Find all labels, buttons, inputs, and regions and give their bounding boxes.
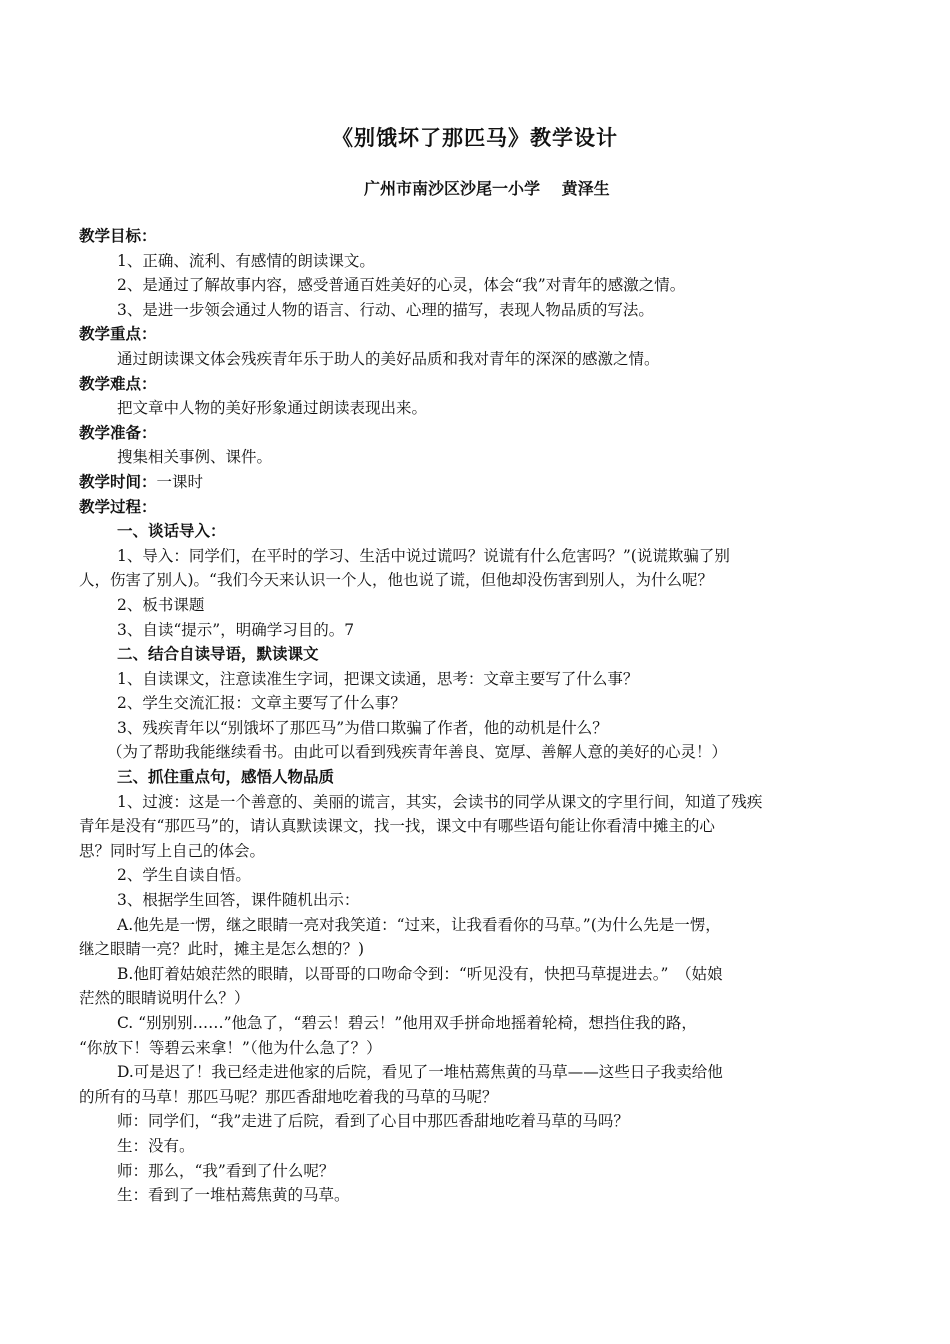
text-line (79, 298, 869, 323)
text-line (79, 1036, 869, 1061)
line-text: 3、是进一步领会通过人物的语言、行动、心理的描写，表现人物品质的写法。 (117, 300, 654, 319)
document-body (79, 224, 869, 1208)
text-line (79, 1159, 869, 1184)
line-text: 1、过渡：这是一个善意的、美丽的谎言，其实，会读书的同学从课文的字里行间，知道了残疾 (117, 792, 763, 811)
line-text: 青年是没有“那匹马”的，请认真默读课文，找一找，课文中有哪些语句能让你看清中摊主的心 (79, 817, 715, 836)
line-text: 继之眼睛一亮？此时，摊主是怎么想的？) (79, 940, 365, 959)
text-line (79, 1183, 869, 1208)
text-line (79, 839, 869, 864)
text-line (79, 1085, 869, 1110)
text-line (79, 568, 869, 593)
line-text: 1、导入：同学们，在平时的学习、生活中说过谎吗？说谎有什么危害吗？”(说谎欺骗了别 (117, 546, 730, 565)
text-line (79, 224, 869, 249)
text-line (79, 544, 869, 569)
text-line (79, 249, 869, 274)
text-line (79, 716, 869, 741)
text-line (79, 273, 869, 298)
text-line (79, 347, 869, 372)
line-text: 教学重点： (79, 324, 157, 344)
line-text: A.他先是一愣，继之眼睛一亮对我笑道：“过来，让我看看你的马草。”(为什么先是一愣， (117, 915, 721, 934)
line-text: 1、正确、流利、有感情的朗读课文。 (117, 251, 375, 270)
line-text: 3、自读“提示”，明确学习目的。7 (117, 620, 355, 639)
text-line (79, 986, 869, 1011)
text-line (79, 1060, 869, 1085)
text-line (79, 962, 869, 987)
line-value: 一课时 (156, 472, 204, 491)
line-text: 1、自读课文，注意读准生字词，把课文读通，思考：文章主要写了什么事？ (117, 669, 639, 688)
text-line (79, 593, 869, 618)
line-text: 教学时间： (79, 471, 157, 491)
line-text: 教学目标： (79, 226, 157, 245)
text-line (79, 642, 869, 667)
line-text: 搜集相关事例、课件。 (117, 448, 273, 467)
text-line (79, 618, 869, 643)
line-text: 一、谈话导入： (117, 521, 226, 541)
line-text: 教学过程： (79, 496, 157, 516)
text-line (79, 519, 869, 544)
text-line (79, 1134, 869, 1159)
line-text: 3、根据学生回答，课件随机出示： (117, 891, 360, 910)
text-line (79, 667, 869, 692)
text-line (79, 937, 869, 962)
text-line (79, 445, 869, 470)
line-text: 茫然的眼睛说明什么？） (79, 989, 250, 1008)
line-text: C. “别别别……”他急了，“碧云！碧云！”他用双手拼命地摇着轮椅，想挡住我的路， (117, 1014, 697, 1032)
line-text: 2、板书课题 (117, 595, 205, 614)
text-line (79, 372, 869, 397)
text-line (79, 691, 869, 716)
document-title: 《别饿坏了那匹马》教学设计 (332, 125, 618, 150)
line-text: 师：同学们，“我”走进了后院，看到了心目中那匹香甜地吃着马草的马吗？ (117, 1112, 629, 1131)
line-text: 教学难点： (79, 373, 157, 393)
text-line (79, 322, 869, 347)
line-text: 三、抓住重点句，感悟人物品质 (117, 767, 335, 787)
line-text: “你放下！等碧云来拿！”（他为什么急了？） (79, 1038, 382, 1057)
text-line (79, 814, 869, 839)
text-line (79, 888, 869, 913)
text-line (79, 470, 869, 495)
line-text: 思？同时写上自己的体会。 (79, 841, 266, 860)
line-text: 2、学生自读自悟。 (117, 866, 251, 885)
line-text: D.可是迟了！我已经走进他家的后院，看见了一堆枯蔫焦黄的马草——这些日子我卖给他 (117, 1063, 723, 1082)
line-text: 人，伤害了别人)。“我们今天来认识一个人，他也说了谎，但他却没伤害到别人，为什么呢？ (79, 571, 713, 590)
text-line (79, 495, 869, 520)
text-line (79, 421, 869, 446)
line-text: 二、结合自读导语，默读课文 (117, 644, 319, 664)
line-text: 3、残疾青年以“别饿坏了那匹马”为借口欺骗了作者，他的动机是什么？ (117, 718, 608, 737)
text-line (79, 396, 869, 421)
line-text: B.他盯着姑娘茫然的眼睛，以哥哥的口吻命令到：“听见没有，快把马草提进去。” （姑娘 (117, 964, 723, 983)
line-text: 生：没有。 (117, 1136, 195, 1155)
text-line (79, 863, 869, 888)
line-text: 把文章中人物的美好形象通过朗读表现出来。 (117, 399, 428, 418)
line-text: 教学准备： (79, 422, 157, 442)
line-text: 通过朗读课文体会残疾青年乐于助人的美好品质和我对青年的深深的感激之情。 (117, 349, 660, 368)
text-line (79, 740, 869, 765)
author-line: 广州市南沙区沙尾一小学 黄泽生 (364, 179, 610, 198)
text-line (79, 1109, 869, 1134)
text-line (79, 765, 869, 790)
text-line (79, 913, 869, 938)
text-line (79, 790, 869, 815)
line-text: 生：看到了一堆枯蔫焦黄的马草。 (117, 1186, 350, 1205)
line-text: （为了帮助我能继续看书。由此可以看到残疾青年善良、宽厚、善解人意的美好的心灵！） (107, 743, 728, 762)
line-text: 师：那么，“我”看到了什么呢？ (117, 1161, 335, 1180)
line-text: 的所有的马草！那匹马呢？那匹香甜地吃着我的马草的马呢？ (79, 1087, 498, 1106)
text-line (79, 1011, 869, 1036)
line-text: 2、学生交流汇报：文章主要写了什么事？ (117, 694, 406, 713)
line-text: 2、是通过了解故事内容，感受普通百姓美好的心灵，体会“我”对青年的感激之情。 (117, 276, 686, 295)
